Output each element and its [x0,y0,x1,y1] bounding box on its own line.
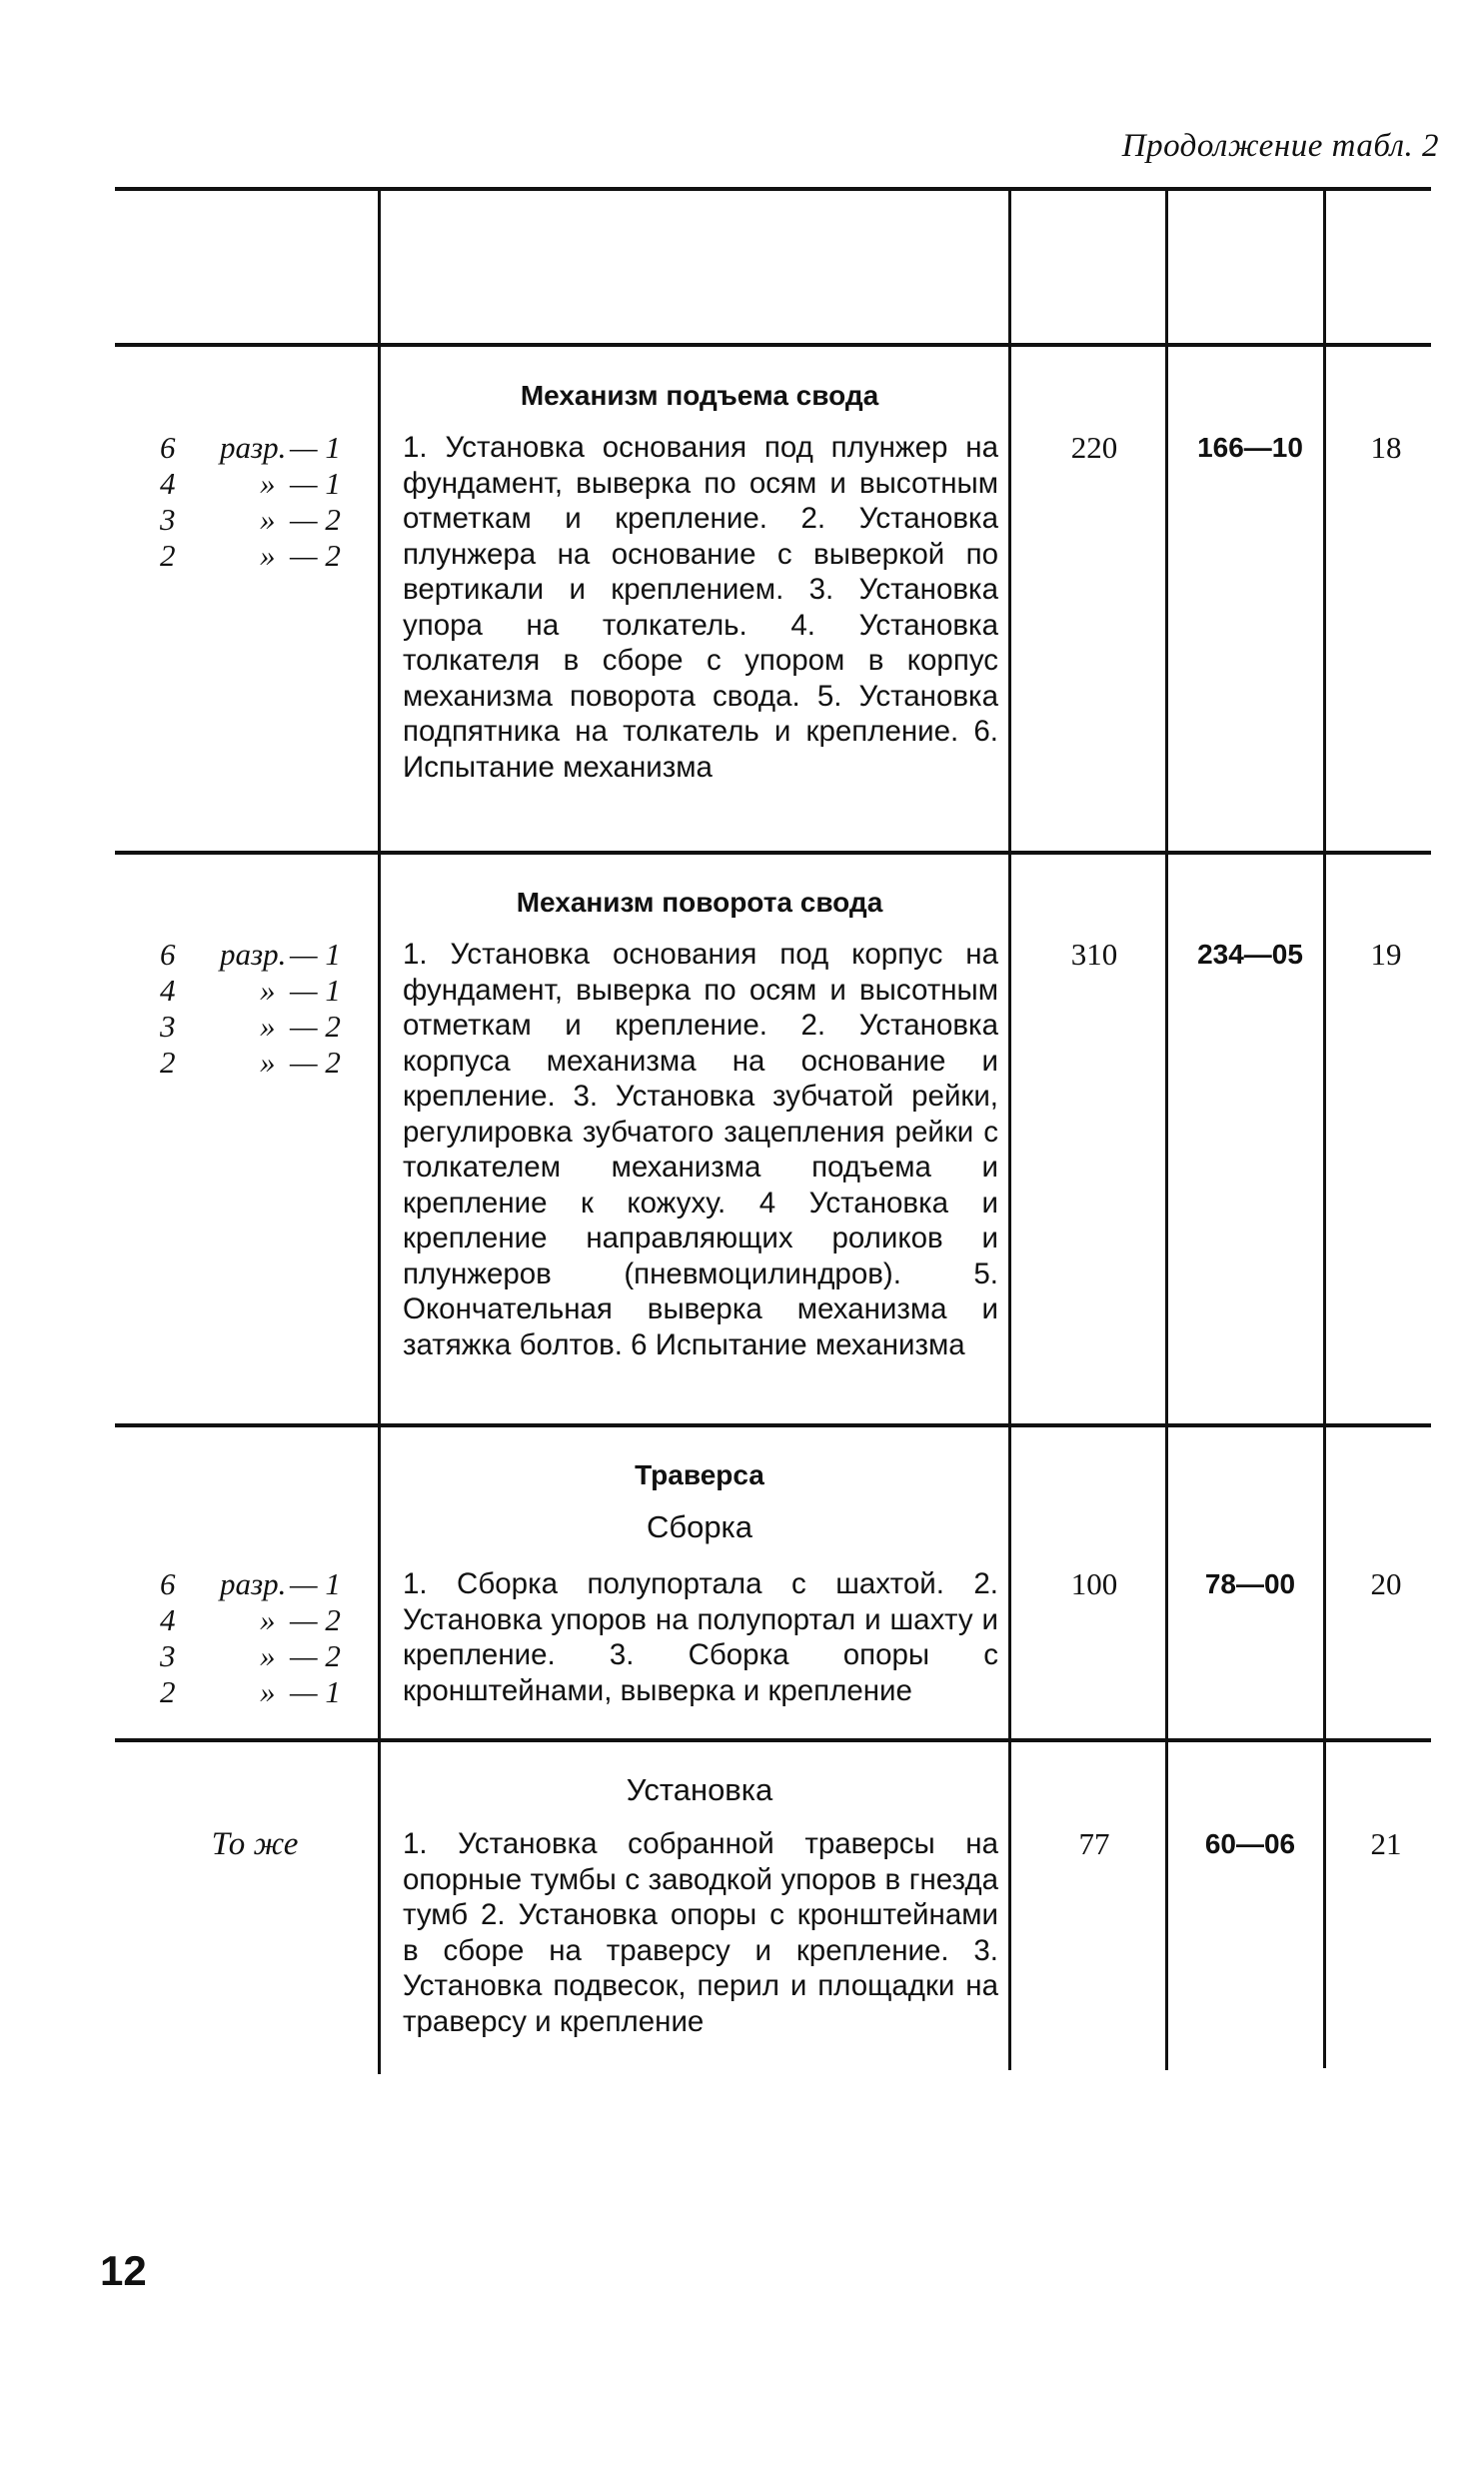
row-divider [115,1738,1431,1742]
row-divider [115,1423,1431,1427]
time-norm: 77 [1078,1826,1110,1861]
section-title: Механизм поворота свода [516,887,883,918]
price: 166—10 [1197,432,1303,463]
worker-composition [150,1566,360,1710]
worker-line: 4 » — 1 [160,973,341,1008]
work-description: 1. Установка основания под корпус на фундамент, выверка по осям и высотным отметкам и крепление. 2. Установка корпуса механизма на основание и крепление. 3. Установка зубчатой рейки, регулировка зубчатого зацепления рейки с толкателем механизма подъема и крепление к кожуху. 4 Установка и крепление направляющих роликов и плунжеров (пневмоцилиндров). 5. Окончательная выверка механизма и затяжка болтов. 6 Испытание механизма [403,938,998,1361]
section-title: Механизм подъема свода [520,380,879,411]
same-as-above-label: То же [211,1826,299,1862]
price: 234—05 [1197,939,1303,970]
header-bottom-rule [115,343,1431,347]
time-norm: 100 [1070,1566,1118,1601]
worker-line: 6 разр. — 1 [160,430,341,465]
row-index: 19 [1370,937,1402,972]
row-index: 18 [1370,430,1402,465]
worker-composition [150,430,360,574]
column-divider [1008,187,1011,2070]
worker-line: 2 » — 1 [160,1674,341,1709]
price: 78—00 [1204,1568,1296,1599]
table-continuation-label: Продолжение табл. 2 [1121,128,1439,164]
row-divider [115,851,1431,855]
column-divider [1323,187,1326,2068]
price: 60—06 [1204,1828,1296,1859]
section-subtitle: Сборка [646,1509,753,1544]
worker-line: 3 » — 2 [160,1009,341,1044]
time-norm: 310 [1070,937,1118,972]
section-title: Траверса [635,1459,764,1490]
table-top-rule [115,187,1431,191]
worker-composition [150,937,360,1081]
worker-line: 3 » — 2 [160,1638,341,1673]
worker-line: 6 разр. — 1 [160,1566,341,1601]
worker-line: 4 » — 1 [160,466,341,501]
work-description: 1. Установка собранной траверсы на опорные тумбы с заводкой упоров в гнезда тумб 2. Установка опоры с кронштейнами в сборе на траверсу и крепление. 3. Установка подвесок, перил и площадки на траверсу и крепление [403,1827,998,2038]
page-number: 12 [100,2247,147,2294]
work-description: 1. Сборка полупортала с шахтой. 2. Установка упоров на полупортал и шахту и крепление. 3. Сборка опоры с кронштейнами, выверка и крепление [403,1567,998,1707]
time-norm: 220 [1070,430,1118,465]
row-index: 20 [1370,1566,1402,1601]
worker-line: 3 » — 2 [160,502,341,537]
row-index: 21 [1370,1826,1402,1861]
worker-line: 6 разр. — 1 [160,937,341,972]
column-divider [1165,187,1168,2070]
work-description: 1. Установка основания под плунжер на фундамент, выверка по осям и высотным отметкам и крепление. 2. Установка плунжера на основание с выверкой по вертикали и креплением. 3. Установка упора на толкатель. 4. Установка толкателя в сборе с упором в корпус механизма поворота свода. 5. Установка подпятника на толкатель и крепление. 6. Испытание механизма [403,431,998,784]
section-subtitle: Установка [626,1772,773,1807]
worker-line: 2 » — 2 [160,538,341,573]
worker-line: 4 » — 2 [160,1602,341,1637]
column-divider [378,187,381,2074]
worker-line: 2 » — 2 [160,1045,341,1080]
